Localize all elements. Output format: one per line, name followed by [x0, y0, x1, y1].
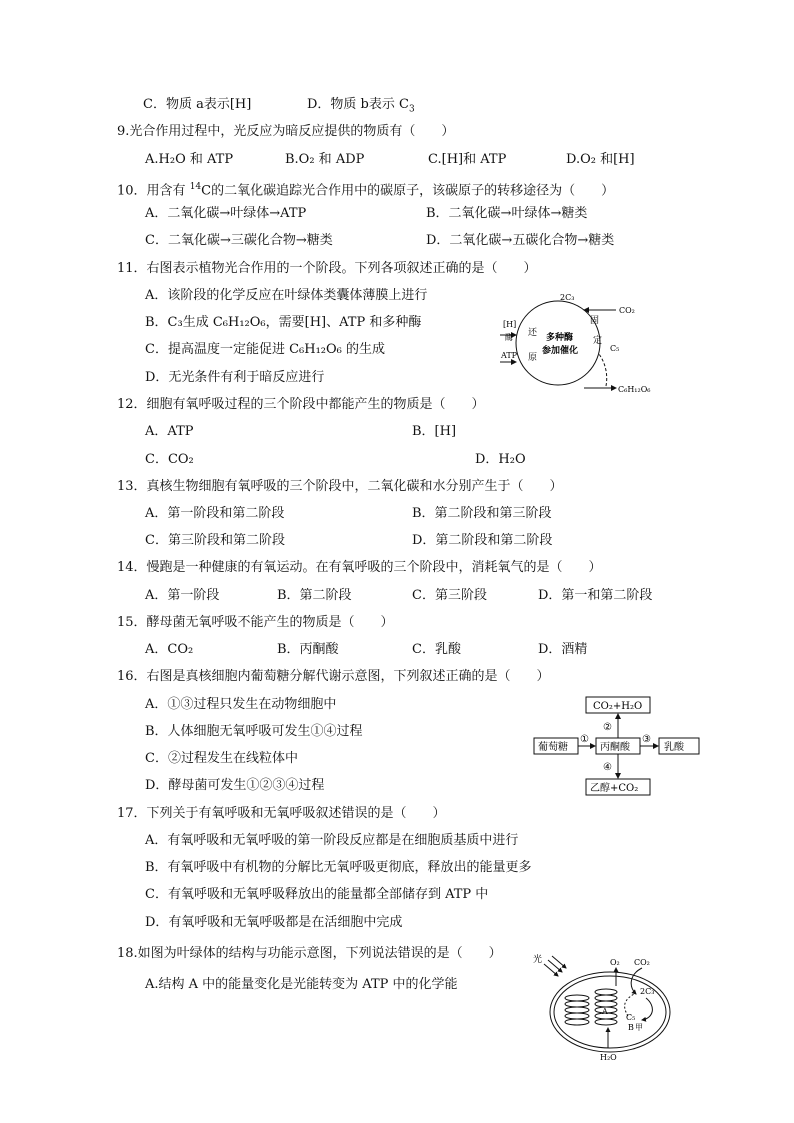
label-multi-enzyme: 多种酶: [546, 333, 574, 343]
label-o2: O₂: [610, 958, 620, 967]
q11-option-d: D．无光条件有利于暗反应进行: [145, 370, 325, 385]
q17-option-b: B．有氧呼吸中有机物的分解比无氧呼吸更彻底，释放出的能量更多: [145, 860, 532, 875]
cycle-circle: [516, 301, 603, 385]
label-catalysis: 参加催化: [542, 346, 579, 356]
label-yuan: 原: [528, 353, 538, 363]
glucose-metabolism-diagram: [533, 694, 703, 798]
q11-option-c: C．提高温度一定能促进 C₆H₁₂O₆ 的生成: [145, 342, 385, 357]
q10-option-b: B．二氧化碳→叶绿体→糖类: [426, 206, 588, 221]
q14-option-d: D．第一和第二阶段: [538, 588, 653, 603]
label-2c3: 2C₃: [560, 293, 575, 302]
label-co2: CO₂: [619, 306, 635, 315]
label-structure-b: B: [628, 1023, 634, 1032]
chloroplast-diagram: [530, 950, 680, 1075]
label-atp: ATP: [501, 351, 518, 360]
q10-stem: 10．用含有 $^{14}$C的二氧化碳追踪光合作用中的碳原子，该碳原子的转移途径为（ ）: [117, 182, 615, 199]
label-light: 光: [533, 955, 543, 965]
q17-option-c: C．有氧呼吸和无氧呼吸释放出的能量都全部储存到 ATP 中: [145, 887, 489, 902]
q8-option-d: D．物质 b表示 $C_3$: [307, 97, 415, 115]
q14-option-c: C．第三阶段: [412, 588, 487, 603]
label-huan: 还: [528, 328, 538, 338]
label-h2o: H₂O: [600, 1053, 617, 1062]
q16-option-a: A．①③过程只发生在动物细胞中: [145, 697, 337, 712]
q13-option-c: C．第三阶段和第二阶段: [145, 533, 285, 548]
label-jia: 甲: [635, 1023, 643, 1032]
q16-option-c: C．②过程发生在线粒体中: [145, 751, 298, 766]
label-co2: CO₂: [634, 958, 650, 967]
label-ding: 定: [593, 336, 603, 346]
label-step-3: ③: [642, 734, 651, 745]
label-co2-h2o: CO₂+H₂O: [593, 701, 643, 712]
grana-stack-left: [565, 995, 589, 1025]
q17-stem: 17．下列关于有氧呼吸和无氧呼吸叙述错误的是（ ）: [117, 806, 446, 821]
q11-option-b: B．C₃生成 C₆H₁₂O₆，需要[H]、ATP 和多种酶: [145, 315, 422, 330]
label-step-1: ①: [580, 734, 589, 745]
q13-option-a: A．第一阶段和第二阶段: [145, 506, 285, 521]
q13-stem: 13．真核生物细胞有氧呼吸的三个阶段中，二氧化碳和水分别产生于（ ）: [117, 479, 563, 494]
label-lactic-acid: 乳酸: [664, 742, 684, 753]
label-c5: C₅: [626, 1013, 636, 1022]
light-arrows: [544, 956, 566, 976]
q10-option-a: A．二氧化碳→叶绿体→ATP: [145, 206, 307, 221]
label-step-4: ④: [603, 762, 612, 773]
label-enzyme: 酶: [505, 333, 513, 342]
q14-option-b: B．第二阶段: [277, 588, 352, 603]
q12-option-d: D．H₂O: [475, 452, 526, 467]
label-step-2: ②: [603, 722, 612, 733]
q16-option-d: D．酵母菌可发生①②③④过程: [145, 778, 325, 793]
label-h: [H]: [503, 320, 517, 329]
q9-option-d: D.O₂ 和[H]: [566, 152, 635, 167]
q10-option-c: C．二氧化碳→三碳化合物→糖类: [145, 233, 333, 248]
q9-option-c: C.[H]和 ATP: [428, 152, 507, 167]
dashed-arc: [599, 354, 607, 386]
q9-option-b: B.O₂ 和 ADP: [285, 152, 365, 167]
label-glucose: 葡萄糖: [538, 742, 568, 753]
q15-option-a: A．CO₂: [145, 642, 194, 657]
label-structure-a: A: [602, 1007, 608, 1016]
q18-stem: 18.如图为叶绿体的结构与功能示意图，下列说法错误的是（ ）: [117, 946, 502, 961]
calvin-cycle-diagram: [498, 288, 658, 396]
q13-option-b: B．第二阶段和第三阶段: [412, 506, 552, 521]
q15-option-c: C．乳酸: [412, 642, 461, 657]
label-2c3: 2C₃: [640, 987, 655, 996]
label-c5: C₅: [610, 344, 620, 353]
q16-option-b: B．人体细胞无氧呼吸可发生①④过程: [145, 724, 363, 739]
q11-stem: 11．右图表示植物光合作用的一个阶段。下列各项叙述正确的是（ ）: [117, 261, 537, 276]
label-ethanol-co2: 乙醇+CO₂: [590, 783, 639, 794]
q9-option-a: A.H₂O 和 ATP: [145, 152, 234, 167]
q14-stem: 14．慢跑是一种健康的有氧运动。在有氧呼吸的三个阶段中，消耗氧气的是（ ）: [117, 560, 602, 575]
q18-option-a: A.结构 A 中的能量变化是光能转变为 ATP 中的化学能: [145, 977, 458, 992]
q12-option-b: B．[H]: [412, 424, 457, 439]
q13-option-d: D．第二阶段和第二阶段: [412, 533, 553, 548]
q9-stem: 9.光合作用过程中，光反应为暗反应提供的物质有（ ）: [117, 124, 455, 139]
label-gu: 固: [590, 316, 600, 326]
q16-stem: 16．右图是真核细胞内葡萄糖分解代谢示意图，下列叙述正确的是（ ）: [117, 669, 550, 684]
q17-option-d: D．有氧呼吸和无氧呼吸都是在活细胞中完成: [145, 915, 403, 930]
c3-reduction-arrow: [642, 998, 652, 1020]
q11-option-a: A．该阶段的化学反应在叶绿体类囊体薄膜上进行: [145, 288, 428, 303]
q12-option-a: A．ATP: [145, 424, 194, 439]
label-glucose: C₆H₁₂O₆: [618, 385, 651, 394]
q8-option-c: C．物质 a表示[H]: [143, 97, 252, 112]
q12-stem: 12．细胞有氧呼吸过程的三个阶段中都能产生的物质是（ ）: [117, 397, 485, 412]
q15-option-d: D．酒精: [538, 642, 588, 657]
q17-option-a: A．有氧呼吸和无氧呼吸的第一阶段反应都是在细胞质基质中进行: [145, 833, 519, 848]
q15-stem: 15．酵母菌无氧呼吸不能产生的物质是（ ）: [117, 615, 394, 630]
q10-option-d: D．二氧化碳→五碳化合物→糖类: [426, 233, 615, 248]
q12-option-c: C．CO₂: [145, 452, 194, 467]
q14-option-a: A．第一阶段: [145, 588, 220, 603]
q15-option-b: B．丙酮酸: [277, 642, 339, 657]
label-pyruvate: 丙酮酸: [600, 742, 630, 753]
